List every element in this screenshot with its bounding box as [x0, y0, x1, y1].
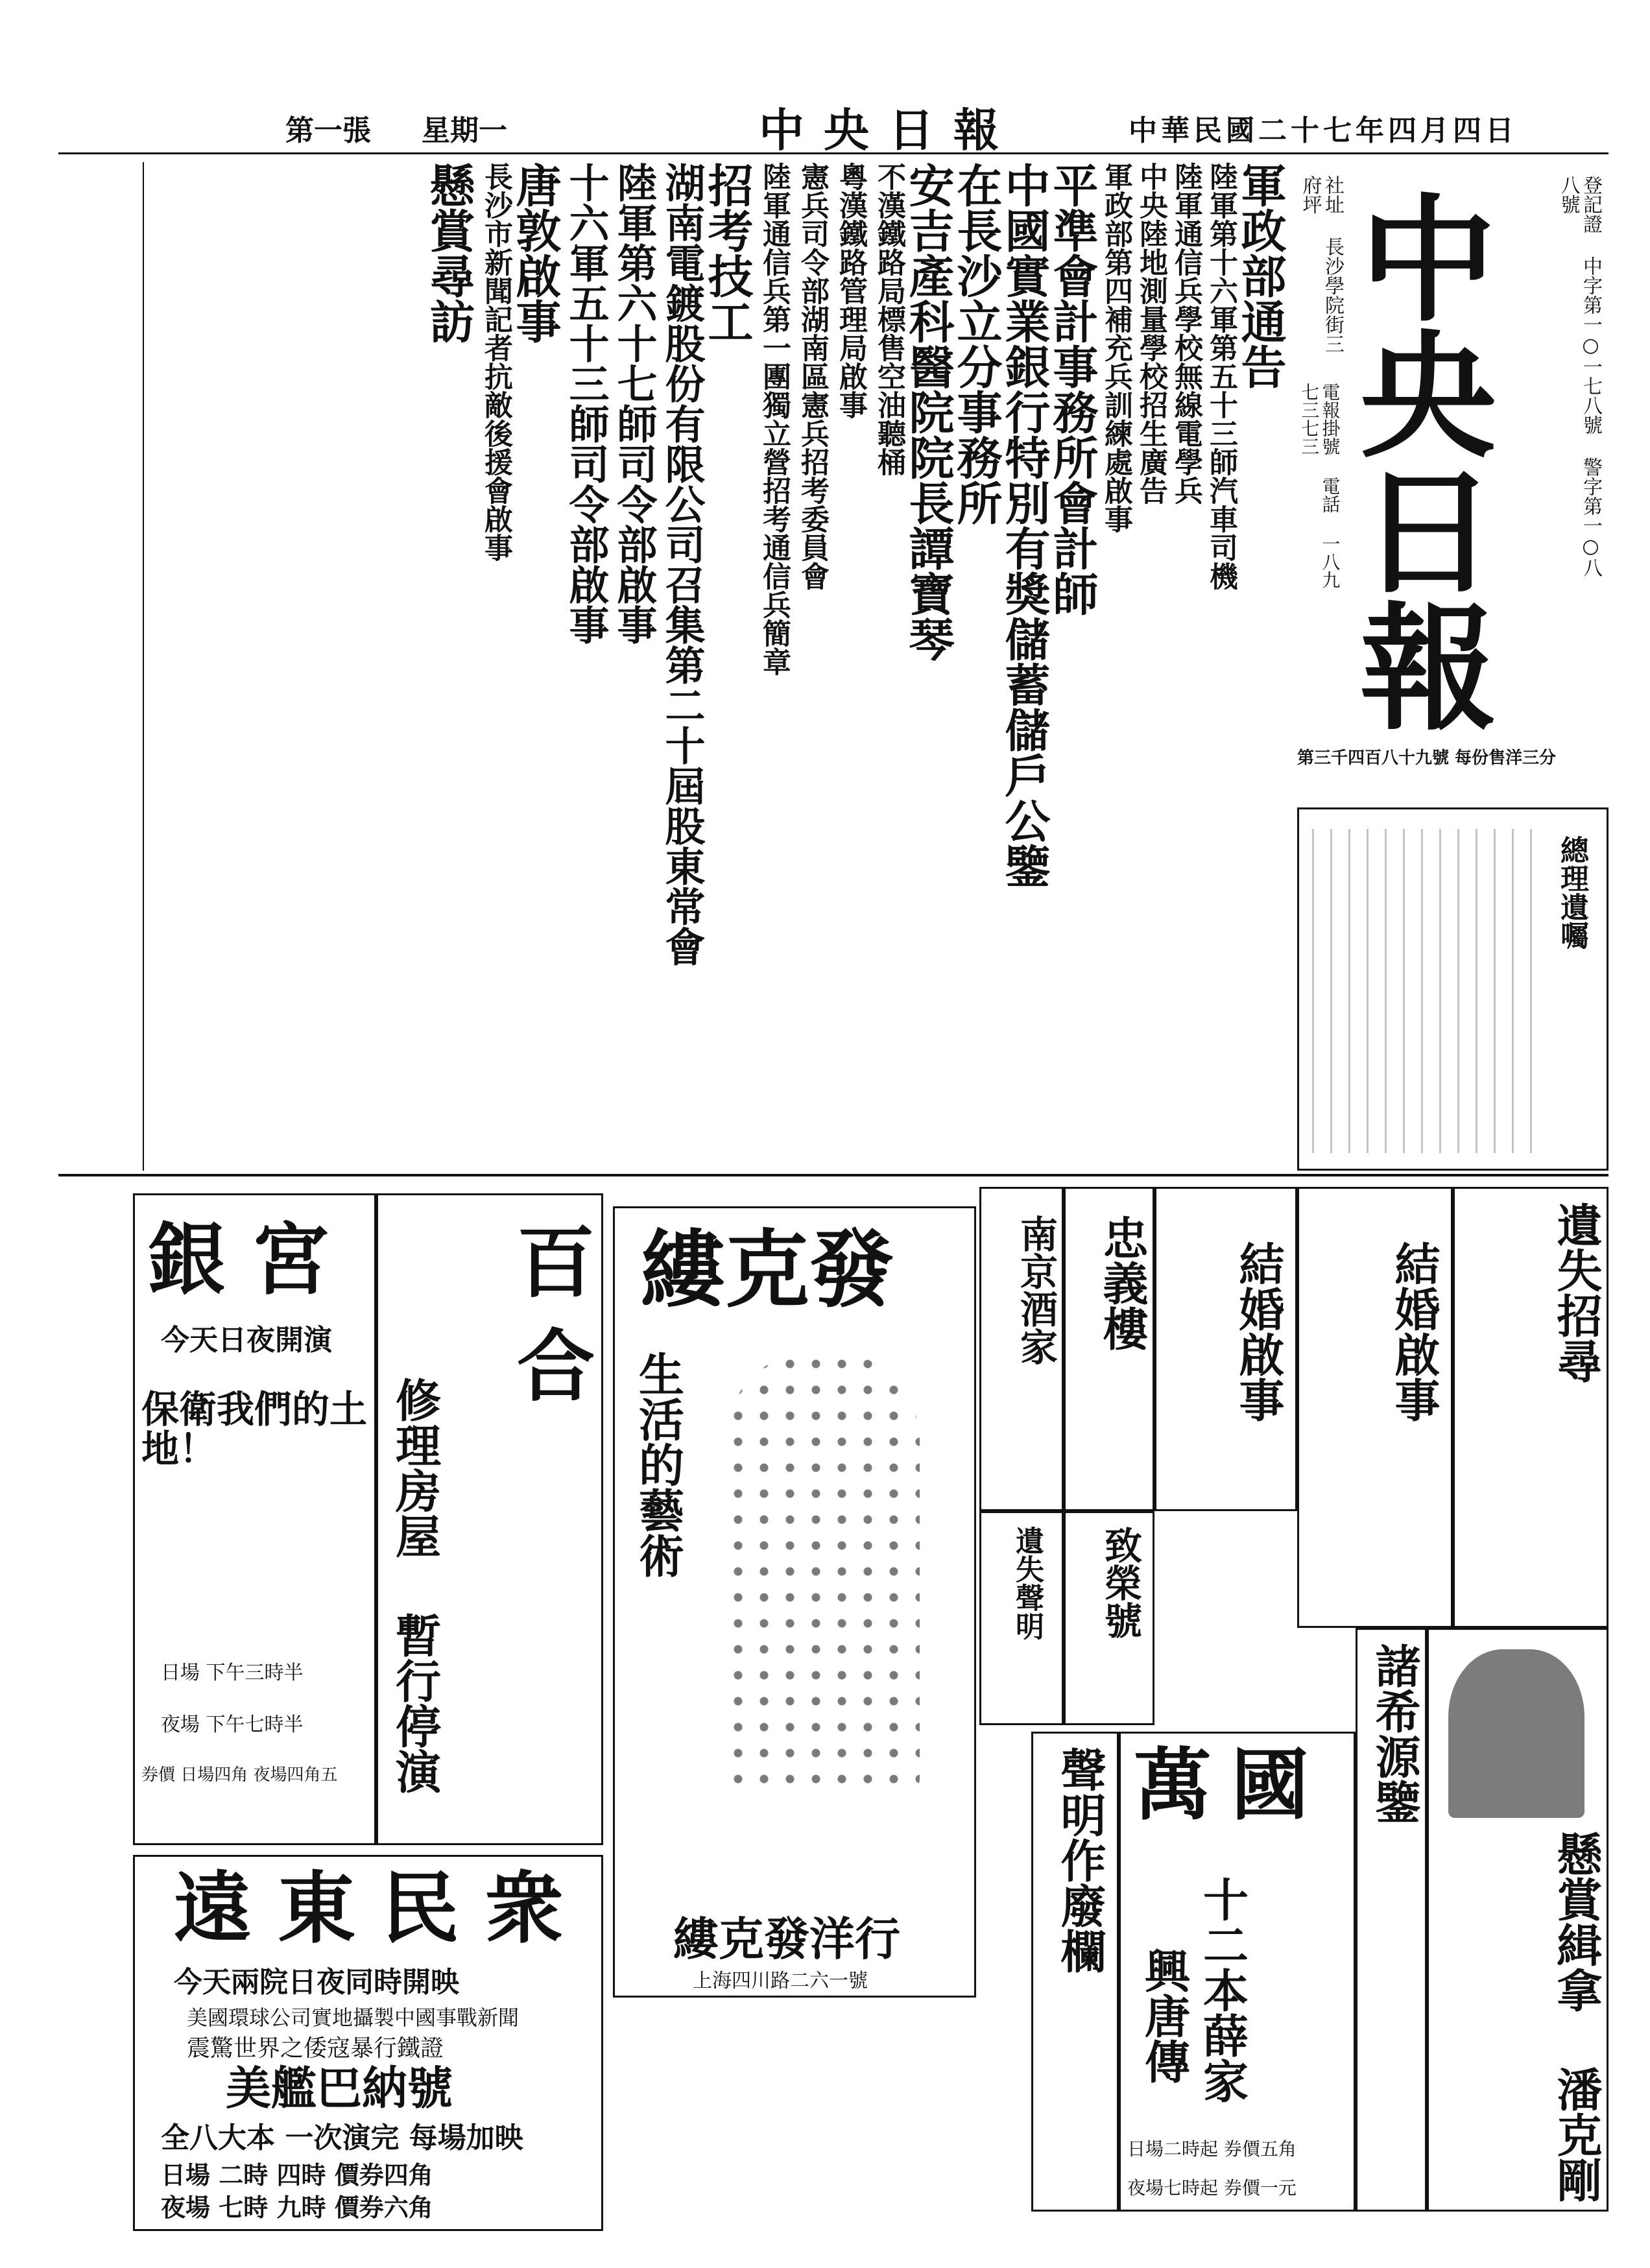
- notice-0: 軍政部通告: [1234, 162, 1287, 389]
- notice-2: 陸軍通信兵學校無線電學兵: [1169, 162, 1202, 505]
- notice-1: 陸軍第十六軍第五十三師汽車司機: [1204, 162, 1238, 590]
- yishisheng-ad: [979, 1511, 1064, 1725]
- wanguo-name: 萬國: [1134, 1739, 1328, 1831]
- jiehun1-title: 結婚啟事: [1387, 1241, 1441, 1422]
- yuandong-name: 遠東民衆: [174, 1863, 589, 1954]
- yuandong-price2: 夜場 七時 九時 價券六角: [161, 2193, 433, 2222]
- shengming-title: 聲明作廢欄: [1053, 1747, 1107, 1974]
- notice-16: 十六軍五十三師司令部啟事: [562, 162, 610, 645]
- yingong-ad: [133, 1193, 376, 1845]
- top-banner: [58, 103, 1608, 157]
- top-notices: [143, 162, 1287, 1171]
- wanguo-price2: 夜場七時起 券價一元: [1127, 2177, 1297, 2199]
- notice-17: 唐敦啟事: [508, 162, 562, 344]
- yingong-name: 銀宮: [148, 1214, 355, 1306]
- notice-4: 軍政部第四補充兵訓練處啟事: [1099, 162, 1132, 533]
- yuandong-feature: 美艦巴納號: [226, 2061, 453, 2115]
- zongli-title: 總理遺囑: [1555, 835, 1588, 949]
- notice-6: 中國實業銀行特別有獎儲蓄儲戶公鑒: [998, 162, 1051, 889]
- wanguo-price1: 日場二時起 券價五角: [1127, 2138, 1297, 2160]
- kuke-figure: [725, 1351, 920, 1792]
- yuandong-price1: 日場 二時 四時 價券四角: [161, 2160, 433, 2190]
- masthead: [1291, 162, 1612, 811]
- notice-7: 在長沙立分事務所: [950, 162, 1003, 525]
- baihe-name: 百合: [504, 1221, 595, 1429]
- zhirong-title: 致榮號: [1098, 1526, 1142, 1639]
- wanguo-show: 興唐傳: [1137, 1948, 1191, 2084]
- baihe-ad: [376, 1193, 603, 1845]
- wanguo-ad: [1119, 1732, 1356, 2212]
- banner-paper: 中央日報: [759, 103, 1018, 157]
- kuke-ad: [613, 1206, 976, 1998]
- kuke-address: 上海四川路二六一號: [693, 1970, 868, 1992]
- jiehun1-ad: [1297, 1187, 1453, 1628]
- nanjing-title: 南京酒家: [1014, 1215, 1058, 1365]
- middle-rule: [58, 1174, 1608, 1176]
- yishi-ad: [1453, 1187, 1608, 1628]
- masthead-registration: 登記證 中字第一○一七八號 警字第一○八八號: [1557, 175, 1602, 577]
- masthead-phone: 電報掛號 電話 一八九七三七三: [1298, 383, 1341, 589]
- yingong-show1: 日場 下午三時半: [161, 1662, 304, 1684]
- shengming-ad: [1031, 1732, 1119, 2212]
- jiehun2-title: 結婚啟事: [1232, 1241, 1285, 1422]
- zhongyi-ad: [1064, 1187, 1154, 1511]
- baihe-notice: 修理房屋 暫行停演: [388, 1377, 442, 1794]
- masthead-title: 中央日報: [1337, 188, 1498, 733]
- yishi-title: 遺失招尋: [1549, 1202, 1603, 1383]
- notice-15: 陸軍第六十七師司令部啟事: [610, 162, 658, 645]
- banner-sheet: 第一張: [285, 114, 371, 147]
- notice-19: 懸賞尋訪: [422, 162, 476, 344]
- notice-3: 中央陸地測量學校招生廣告: [1134, 162, 1167, 505]
- yuandong-line2: 美國環球公司實地攝製中國事戰新聞: [187, 2005, 520, 2030]
- pankegang-ad: [1427, 1628, 1608, 2212]
- banner-date: 中華民國二十七年四月四日: [1129, 114, 1518, 147]
- notice-10: 粵漢鐵路管理局啟事: [834, 162, 867, 419]
- masthead-issue: 第三千四百八十九號 每份售洋三分: [1297, 748, 1557, 768]
- yuandong-ad: [133, 1855, 603, 2231]
- banner-weekday: 星期一: [422, 114, 507, 147]
- yingong-show2: 夜場 下午七時半: [161, 1713, 304, 1736]
- jiehun2-ad: [1154, 1187, 1297, 1511]
- yuandong-line4: 全八大本 一次演完 每場加映: [161, 2121, 523, 2155]
- notice-11: 憲兵司令部湖南區憲兵招考委員會: [796, 162, 829, 590]
- zongli-text: [1312, 829, 1546, 1153]
- notice-12: 陸軍通信兵第一團獨立營招考通信兵簡章: [758, 162, 791, 676]
- kuke-brand: 縷克發: [641, 1220, 894, 1319]
- zongli-box: [1297, 807, 1608, 1171]
- wanguo-sub: 十二本薛家: [1195, 1876, 1250, 2103]
- nanjing-ad: [979, 1187, 1064, 1511]
- notice-5: 平準會計事務所會計師: [1046, 162, 1099, 616]
- kuke-seller: 縷克發洋行: [673, 1912, 900, 1966]
- notice-9: 不漢鐵路局標售空油聽桶: [872, 162, 905, 476]
- kuke-slogan: 生活的藝術: [631, 1351, 686, 1578]
- yingong-line2: 保衛我們的土地！: [141, 1387, 368, 1471]
- yuandong-line1: 今天兩院日夜同時開映: [174, 1966, 459, 1999]
- zhuxiyuan-ad: [1356, 1628, 1427, 2212]
- zhongyi-title: 忠義樓: [1095, 1215, 1149, 1351]
- zhirong-ad: [1064, 1511, 1154, 1725]
- notice-14: 湖南電鍍股份有限公司召集第二十屆股東常會: [658, 162, 706, 966]
- pankegang-title: 懸賞緝拿 潘克剛: [1549, 1831, 1603, 2202]
- yuandong-line3: 震驚世界之倭寇暴行鐵證: [187, 2035, 444, 2062]
- notice-13: 招考技工: [700, 162, 754, 344]
- yingong-line1: 今天日夜開演: [161, 1324, 332, 1357]
- yingong-price: 券價 日場四角 夜場四角五: [141, 1765, 338, 1785]
- notices-columns: [144, 162, 1287, 1171]
- notice-18: 長沙市新聞記者抗敵後援會啟事: [479, 162, 512, 562]
- portrait-photo: [1448, 1649, 1584, 1818]
- zhuxiyuan-title: 諸希源鑒: [1368, 1643, 1422, 1824]
- masthead-address: 社址 長沙學院街三府坪: [1298, 175, 1344, 353]
- yishisheng-title: 遺失聲明: [1010, 1526, 1044, 1640]
- notice-8: 安吉產科醫院院長譚寶琴: [902, 162, 955, 662]
